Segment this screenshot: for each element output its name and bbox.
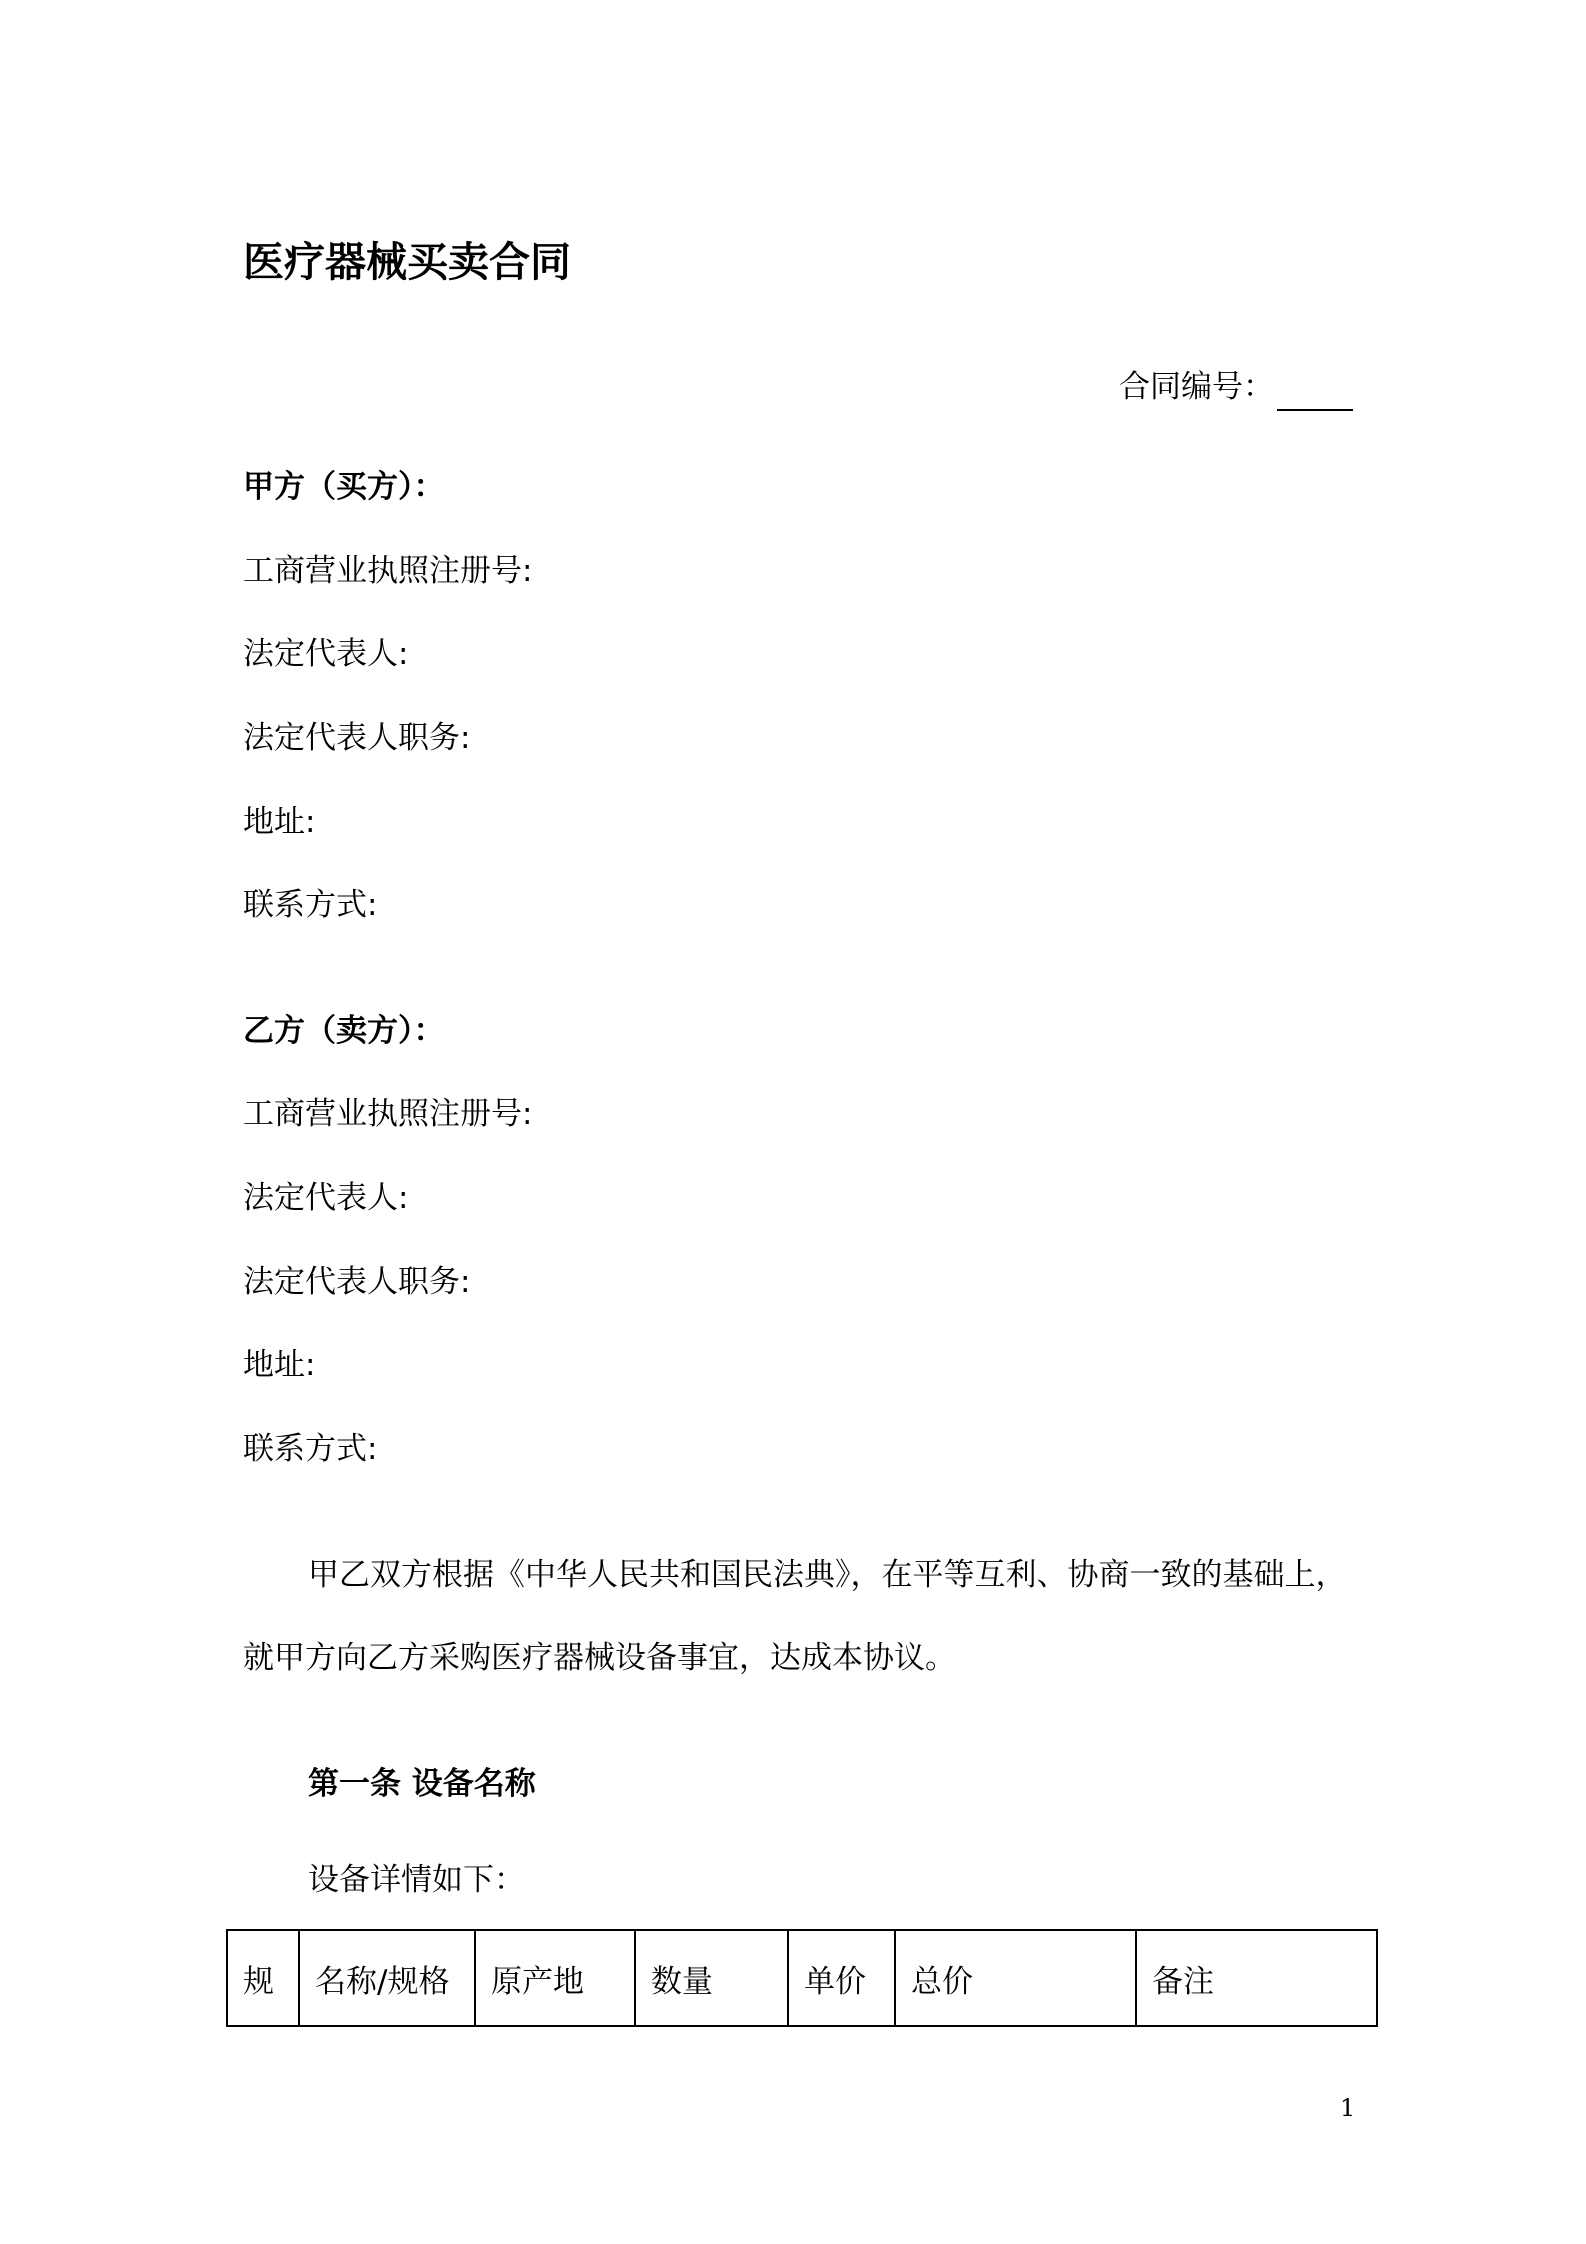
party-b-license-field: 工商营业执照注册号: (243, 1096, 533, 1132)
table-header-cell: 数量 (635, 1930, 788, 2026)
article-1-heading: 第一条 设备名称 (308, 1766, 536, 1802)
party-a-legal-rep-field: 法定代表人: (243, 636, 409, 672)
party-a-legal-rep-title-field: 法定代表人职务: (243, 720, 471, 756)
document-title: 医疗器械买卖合同 (243, 238, 571, 286)
contract-number-label: 合同编号： (1119, 369, 1274, 405)
table-header-cell: 原产地 (475, 1930, 635, 2026)
table-header-cell: 备注 (1136, 1930, 1377, 2026)
intro-line-1: 甲乙双方根据《中华人民共和国民法典》，在平等互利、协商一致的基础上， (308, 1557, 1347, 1593)
party-b-legal-rep-field: 法定代表人: (243, 1180, 409, 1216)
equipment-table (226, 1929, 1378, 2027)
party-b-legal-rep-title-field: 法定代表人职务: (243, 1264, 471, 1300)
table-header-cell: 规 (227, 1930, 299, 2026)
intro-line-2: 就甲方向乙方采购医疗器械设备事宜，达成本协议。 (243, 1640, 956, 1676)
party-b-address-field: 地址: (243, 1347, 316, 1383)
party-a-license-field: 工商营业执照注册号: (243, 553, 533, 589)
party-a-contact-field: 联系方式: (243, 887, 378, 923)
table-header-row (227, 1930, 1377, 2026)
party-a-heading: 甲方（买方）： (243, 469, 445, 505)
party-b-heading: 乙方（卖方）： (243, 1013, 445, 1049)
party-a-address-field: 地址: (243, 804, 316, 840)
table-header-cell: 单价 (788, 1930, 895, 2026)
party-b-contact-field: 联系方式: (243, 1431, 378, 1467)
article-1-subheading: 设备详情如下： (308, 1862, 525, 1898)
page-number: 1 (1340, 2094, 1356, 2122)
table-header-cell: 名称/规格 (299, 1930, 475, 2026)
contract-number-blank (1277, 409, 1353, 411)
table-header-cell: 总价 (895, 1930, 1136, 2026)
